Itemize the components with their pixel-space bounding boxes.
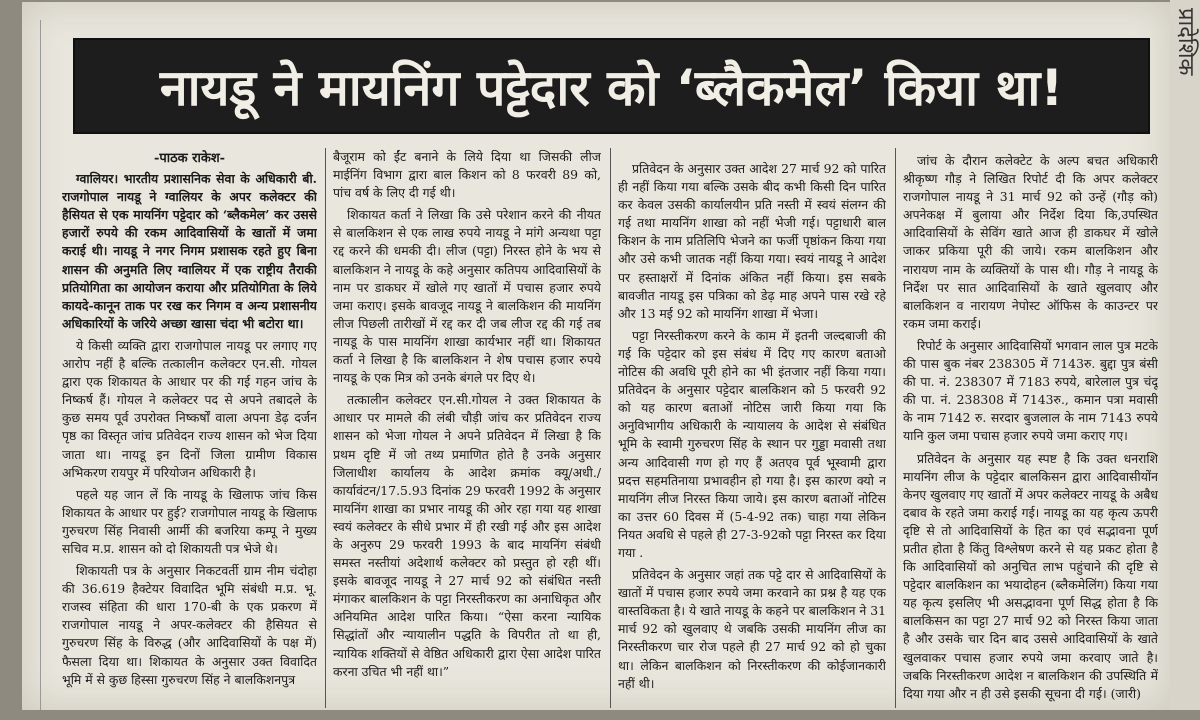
article-column-2 xyxy=(333,148,601,708)
margin-line xyxy=(40,20,41,710)
column-rule xyxy=(895,148,896,708)
article-column-1 xyxy=(62,150,317,710)
paragraph: पहले यह जान लें कि नायडू के खिलाफ जांच किस शिकायत के आधार पर हुई? राजगोपाल नायडू के खिलाफ गुरुचरण सिंह निवासी आर्मी की बजरिया कम्पू ने मुख्य सचिव म.प्र. शासन को दो शिकायती पत्र भेजे थे। xyxy=(62,486,317,556)
article-column-3 xyxy=(618,160,886,720)
adjacent-page-strip xyxy=(1170,0,1200,710)
paragraph: पट्टा निरस्तीकरण करने के काम में इतनी जल्दबाजी की गई कि पट्टेदार को इस संबंध में दिए गए कारण बताओ नोटिस की अवधि पूरी होने का भी इंतजार नहीं किया गया। प्रतिवेदन के अनुसार पट्टेदार बालकिशन को 5 फरवरी 92 को यह कारण बताओं नोटिस जारी किया गया कि अनुविभागीय अधिकारी के न्यायालय के आदेश से संबंधित भूमि के स्वामी गुरुचरण सिंह के स्थान पर गुड्डा मवासी तथा अन्य आदिवासी गण हो गए हैं अतएव पूर्व भूस्वामी द्वारा प्रदत्त सहमतिनाया प्रभावहीन हो गया है। इस कारण क्यो न मायनिंग लीज निरस्त किया जाये। इस कारण बताओं नोटिस का उत्तर 60 दिवस में (5-4-92 तक) चाहा गया लेकिन नियत अवधि से पहले ही 27-3-92को पट्टा निरस्त कर दिया गया . xyxy=(618,327,886,560)
paragraph: प्रतिवेदन के अनुसार जहां तक पट्टे दार से आदिवासियों के खातों में पचास हजार रुपये जमा करवाने का प्रश्न है यह एक वास्तविकता है। ये खाते नायडू के कहने पर बालकिशन ने 31 मार्च 92 को खुलवाए थे जबकि उसकी मायनिंग लीज का निरस्तीकरण चार रोज पहले ही 27 मार्च 92 को हो चुका था। लेकिन बालकिशन को निरस्तीकरण की कोईजानकारी नहीं थी। xyxy=(618,567,886,691)
paragraph: ग्वालियर। भारतीय प्रशासनिक सेवा के अधिकारी बी. राजगोपाल नायडू ने ग्वालियर के अपर कलेक्टर की हैसियत से एक मायनिंग पट्टेदार को ‘ब्लैकमेल’ कर उससे हजारों रुपये की रकम आदिवासियों के खातों में जमा कराई थी। नायडू ने नगर निगम प्रशासक रहते हुए बिना शासन की अनुमति लिए ग्वालियर में एक राष्ट्रीय तैराकी प्रतियोगिता का आयोजन कराया और प्रतियोगिता के लिये कायदे-कानून ताक पर रख कर निगम व अन्य प्रशासनीय अधिकारियों के जरिये अच्छा खासा चंदा भी बटोरा था। xyxy=(62,171,317,331)
byline: -पाठक राकेश- xyxy=(153,151,226,166)
column-rule xyxy=(610,148,611,708)
headline-banner xyxy=(73,38,1150,134)
paragraph: जांच के दौरान कलेक्टेट के अल्प बचत अधिकारी श्रीकृष्ण गौड़ ने लिखित रिपोर्ट दी कि अपर कलेक्टर राजगोपाल नायडू ने 31 मार्च 92 को उन्हें (गौड़ को) अपनेकक्ष में बुलाया और निर्देश दिया कि,उपस्थित आदिवासियों के सेविंग खाते आज ही डाकघर में खोले जाकर प्रकिया पूरी की जाये। रकम बालकिशन और नारायण नाम के व्यक्तियों के पास थी। गौड़ ने नायडू के निर्देश पर सात आदिवासियों के खाते खुलवाए और बालकिशन व नारायण नेपोस्ट ऑफिस के काउन्टर पर रकम जमा कराई। xyxy=(903,153,1158,331)
column-rule xyxy=(325,148,326,708)
section-label: प्रादेशिक xyxy=(1173,8,1198,76)
paragraph: रिपोर्ट के अनुसार आदिवासियों भगवान लाल पुत्र मटके की पास बुक नंबर 238305 में 7143रु. बुद्दा पुत्र बंसी की पा. नं. 238307 में 7183 रुपये, बारेलाल पुत्र चंदू की पा. नं. 238308 में 7143रु., कमान पत्रा मवासी के नाम 7142 रु. सरदार बुजलाल के नाम 7143 रुपये यानि कुल जमा पचास हजार रुपये जमा कराए गए। xyxy=(903,337,1158,444)
headline: नायडू ने मायनिंग पट्टेदार को ‘ब्लैकमेल’ किया था! xyxy=(159,59,1064,117)
paragraph: शिकायती पत्र के अनुसार निकटवर्ती ग्राम नीम चंदोहा की 36.619 हैक्टेयर विवादित भूमि संबंधी म.प्र. भू. राजस्व संहिता की धारा 170-बी के एक प्रकरण में राजगोपाल नायडू ने अपर-कलेक्टर की हैसियत से गुरुचरण सिंह के विरुद्ध (और आदिवासियों के पक्ष में) फैसला दिया था। शिकायत के अनुसार उक्त विवादित भूमि में से कुछ हिस्सा गुरुचरण सिंह ने बालकिशनपुत्र xyxy=(62,563,317,687)
paragraph: बैजूराम को ईंट बनाने के लिये दिया था जिसकी लीज माईनिंग विभाग द्वारा बाल किशन को 8 फरवरी 89 को, पांच वर्ष के लिए दी गई थी। xyxy=(333,149,601,201)
paragraph: शिकायत कर्ता ने लिखा कि उसे परेशान करने की नीयत से बालकिशन से एक लाख रुपये नायडू ने मांगे अन्यथा पट्टा रद्द करने की धमकी दी। लीज (पट्टा) निरस्त होने के भय से बालकिशन ने नायडू के कहे अनुसार कतिपय आदिवासियों के नाम पर डाकघर में खोले गए खातों में पचास हजार रुपये जमा कराए। इसके बावजूद नायडू ने बालकिशन की मायनिंग लीज पिछली तारीखों में रद्द कर दी जब लीज रद्द की गई तब नायडू के पास मायनिंग शाखा कार्यभार नहीं था। शिकायत कर्ता ने लिखा है कि बालकिशन ने शेष पचास हजार रुपये नायडू के एक मित्र को उनके बंगले पर दिए थे। xyxy=(333,207,601,386)
paragraph: प्रतिवेदन के अनुसार उक्त आदेश 27 मार्च 92 को पारित ही नहीं किया गया बल्कि उसके बीद कभी किसी दिन पारित कर केवल उसकी कार्यालयीन प्रति नस्ती में स्वयं संलग्न की गई तथा मायनिंग शाखा को नहीं भेजी गई। पट्टाधारी बाल किशन के नाम प्रतिलिपि भेजने का फर्जी पृष्ठांकन किया गया और उसे कभी जातक नहीं किया गया। स्वयं नायडू ने आदेश पर हस्ताक्षरों में दिनांक अंकित नहीं किया। इस सबके बावजीत नायडू इस पत्रिका को डेढ़ माह अपने पास रखे रहे और 13 मई 92 को मायनिंग शाखा में भेजा। xyxy=(618,161,886,321)
paragraph: प्रतिवेदन के अनुसार यह स्पष्ट है कि उक्त धनराशि मायनिंग लीज के पट्टेदार बालकिसन द्वारा आदिवासीयोंन केनए खुलवाए गए खातों में अपर कलेक्टर नायडू के अबैध दबाव के रहते जमा कराई गई। नायडू का यह कृत्य ऊपरी दृष्टि से तो आदिवासियों के हित का एवं सद्भावना पूर्ण प्रतीत होता है किंतु विश्लेषण करने से यह प्रकट होता है कि आदिवासियों को अनुचित लाभ पहुंचाने की दृष्टि से पट्टेदार बालकिशन का भयादोहन (ब्लैकमेलिंग) किया गया यह कृत्य इसलिए भी असद्भावना पूर्ण सिद्ध होता है कि बालकिसन का पट्टा 27 मार्च 92 को निरस्त किया जाता है और उसके चार दिन बाद उससे आदिवासियों के खाते खुलवाकर पचास हजार रुपये जमा करवाए जाते है। जबकि निरस्तीकरण आदेश न बालकिशन की उपस्थिति में दिया गया और न ही उसे इसकी सूचना दी गई। (जारी) xyxy=(903,450,1158,701)
paragraph: ये किसी व्यक्ति द्वारा राजगोपाल नायडू पर लगाए गए आरोप नहीं है बल्कि तत्कालीन कलेक्टर एन.सी. गोयल द्वारा एक शिकायत के आधार पर की गई गहन जांच के निष्कर्ष हैं। गोयल ने कलेक्टर पद से अपने तबादले के कुछ समय पूर्व उपरोक्त निष्कर्षों वाला अपना डेढ़ दर्जन पृष्ठ का विस्तृत जांच प्रतिवेदन राज्य शासन को भेज दिया जाता था। नायडू इन दिनों जिला ग्रामीण विकास अभिकरण रायपुर में परियोजन अधिकारी है। xyxy=(62,337,317,480)
article-column-4 xyxy=(903,152,1158,712)
paragraph: तत्कालीन कलेक्टर एन.सी.गोयल ने उक्त शिकायत के आधार पर मामले की लंबी चौड़ी जांच कर प्रतिवेदन राज्य शासन को भेजा गोयल ने अपने प्रतिवेदन में लिखा है कि प्रथम दृष्टि में जो तथ्य प्रमाणित होते है उनके अनुसार जिलाधीश कार्यालय के आदेश क्रमांक क्यू/अधी./कार्यावंटन/17.5.93 दिनांक 29 फरवरी 1992 के अनुसार मायनिंग शाखा का प्रभार नायडू की ओर रहा गया यह शाखा स्वयं कलेक्टर के सीधे प्रभार में ही रखी गई और इस आदेश के अनुरुप 29 फरवरी 1993 के बाद मायनिंग संबंधी समस्त नस्तीयां अदेशार्थ कलेक्टर को प्रस्तुत हो रही थीं। इसके बावजूद नायडू ने 27 मार्च 92 को संबंधित नस्ती मंगाकर बालकिशन के पट्टा निरस्तीकरण का अनाधिकृत और अनियमित आदेश पारित किया। “ऐसा करना न्यायिक सिद्धांतों और न्यायालीन पद्धति के विपरीत तो था ही, न्यायिक शक्तियों से वेष्ठित अधिकारी द्वारा ऐसा आदेश पारित करना उचित भी नहीं था।” xyxy=(333,392,601,679)
